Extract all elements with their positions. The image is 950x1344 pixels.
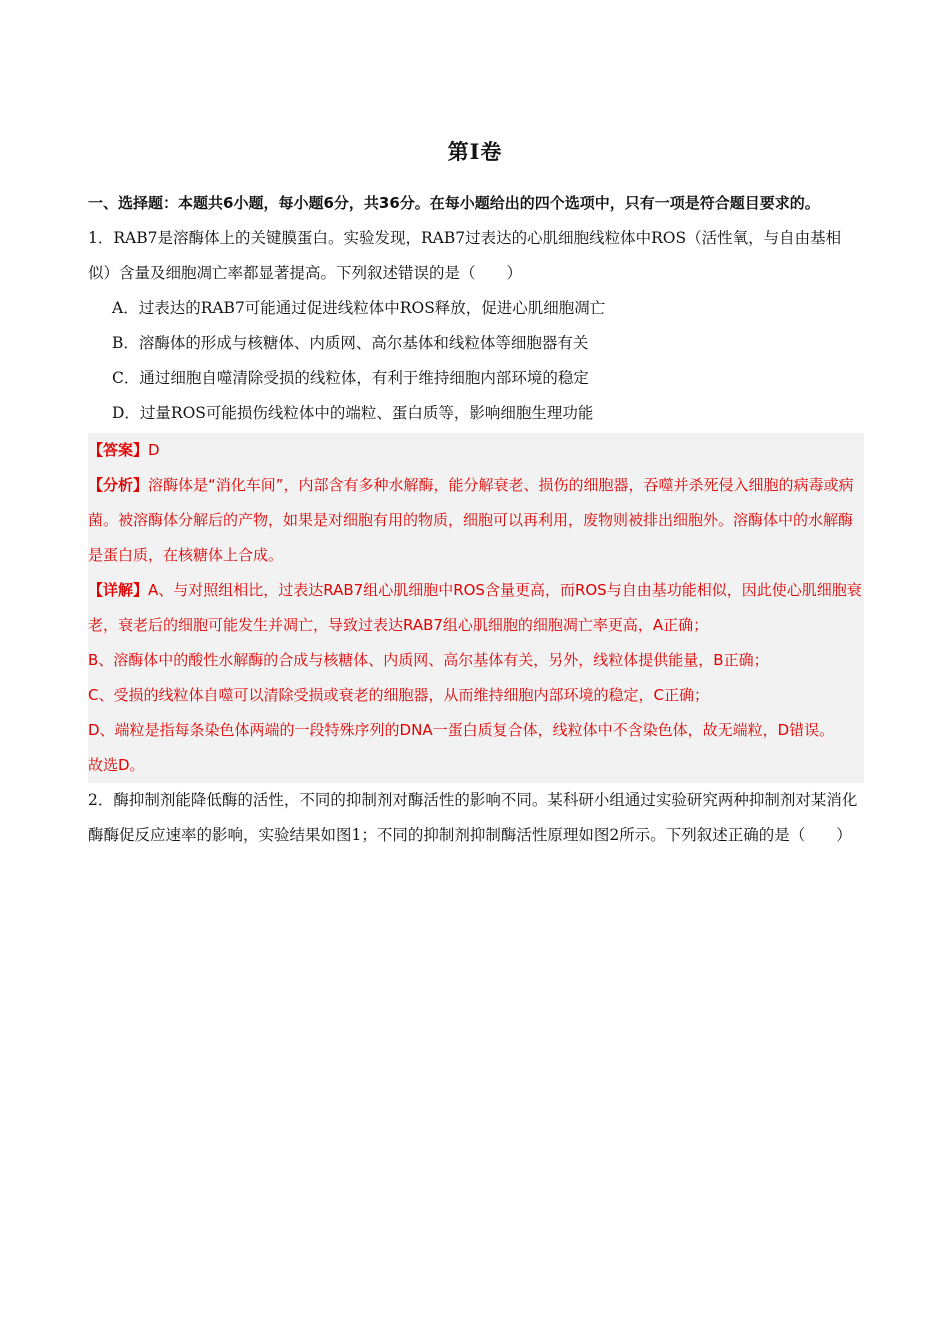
question-1-options: [88, 291, 864, 431]
option-d: D．过量ROS可能损伤线粒体中的端粒、蛋白质等，影响细胞生理功能: [112, 404, 594, 422]
question-1-stem: 1．RAB7是溶酶体上的关键膜蛋白。实验发现，RAB7过表达的心肌细胞线粒体中ROS（活性氧，与自由基相似）含量及细胞凋亡率都显著提高。下列叙述错误的是（ ）: [88, 229, 842, 282]
analysis-paragraph: [88, 468, 864, 573]
option-c: C．通过细胞自噬清除受损的线粒体，有利于维持细胞内部环境的稳定: [112, 369, 589, 387]
answer-value: D: [148, 441, 160, 459]
answer-box: [88, 433, 864, 783]
detail-paragraph-b: B、溶酶体中的酸性水解酶的合成与核糖体、内质网、高尔基体有关，另外，线粒体提供能量，B正确；: [88, 651, 769, 669]
detail-tag: 【详解】: [88, 581, 149, 599]
page-content: [88, 186, 864, 853]
answer-tag: 【答案】: [88, 441, 149, 459]
question-2-stem: 2．酶抑制剂能降低酶的活性，不同的抑制剂对酶活性的影响不同。某科研小组通过实验研究两种抑制剂对某消化酶酶促反应速率的影响，实验结果如图1；不同的抑制剂抑制酶活性原理如图2所示。下列叙述正确的是（ ）: [88, 791, 858, 844]
question-1: [88, 221, 864, 431]
detail-a-text: A、与对照组相比，过表达RAB7组心肌细胞中ROS含量更高，而ROS与自由基功能相似，因此使心肌细胞衰老，衰老后的细胞可能发生并凋亡，导致过表达RAB7组心肌细胞的细胞凋亡率更高，A正确；: [88, 581, 862, 634]
option-a: A．过表达的RAB7可能通过促进线粒体中ROS释放，促进心肌细胞凋亡: [112, 299, 606, 317]
detail-paragraph-a: [88, 573, 864, 643]
analysis-text: 溶酶体是“消化车间”，内部含有多种水解酶，能分解衰老、损伤的细胞器，吞噬并杀死侵入细胞的病毒或病菌。被溶酶体分解后的产物，如果是对细胞有用的物质，细胞可以再利用，废物则被排出细胞外。溶酶体中的水解酶是蛋白质，在核糖体上合成。: [88, 476, 854, 564]
question-2: [88, 783, 864, 853]
detail-paragraph-c: C、受损的线粒体自噬可以清除受损或衰老的细胞器，从而维持细胞内部环境的稳定，C正确；: [88, 686, 709, 704]
option-b: B．溶酶体的形成与核糖体、内质网、高尔基体和线粒体等细胞器有关: [112, 334, 589, 352]
section-heading: 一、选择题：本题共6小题，每小题6分，共36分。在每小题给出的四个选项中，只有一项是符合题目要求的。: [88, 194, 820, 212]
page-title: 第Ⅰ卷: [447, 139, 503, 164]
answer-line: [88, 433, 864, 468]
analysis-tag: 【分析】: [88, 476, 149, 494]
detail-paragraph-d: D、端粒是指每条染色体两端的一段特殊序列的DNA一蛋白质复合体，线粒体中不含染色体，故无端粒，D错误。: [88, 721, 835, 739]
conclusion-line: 故选D。: [88, 756, 145, 774]
